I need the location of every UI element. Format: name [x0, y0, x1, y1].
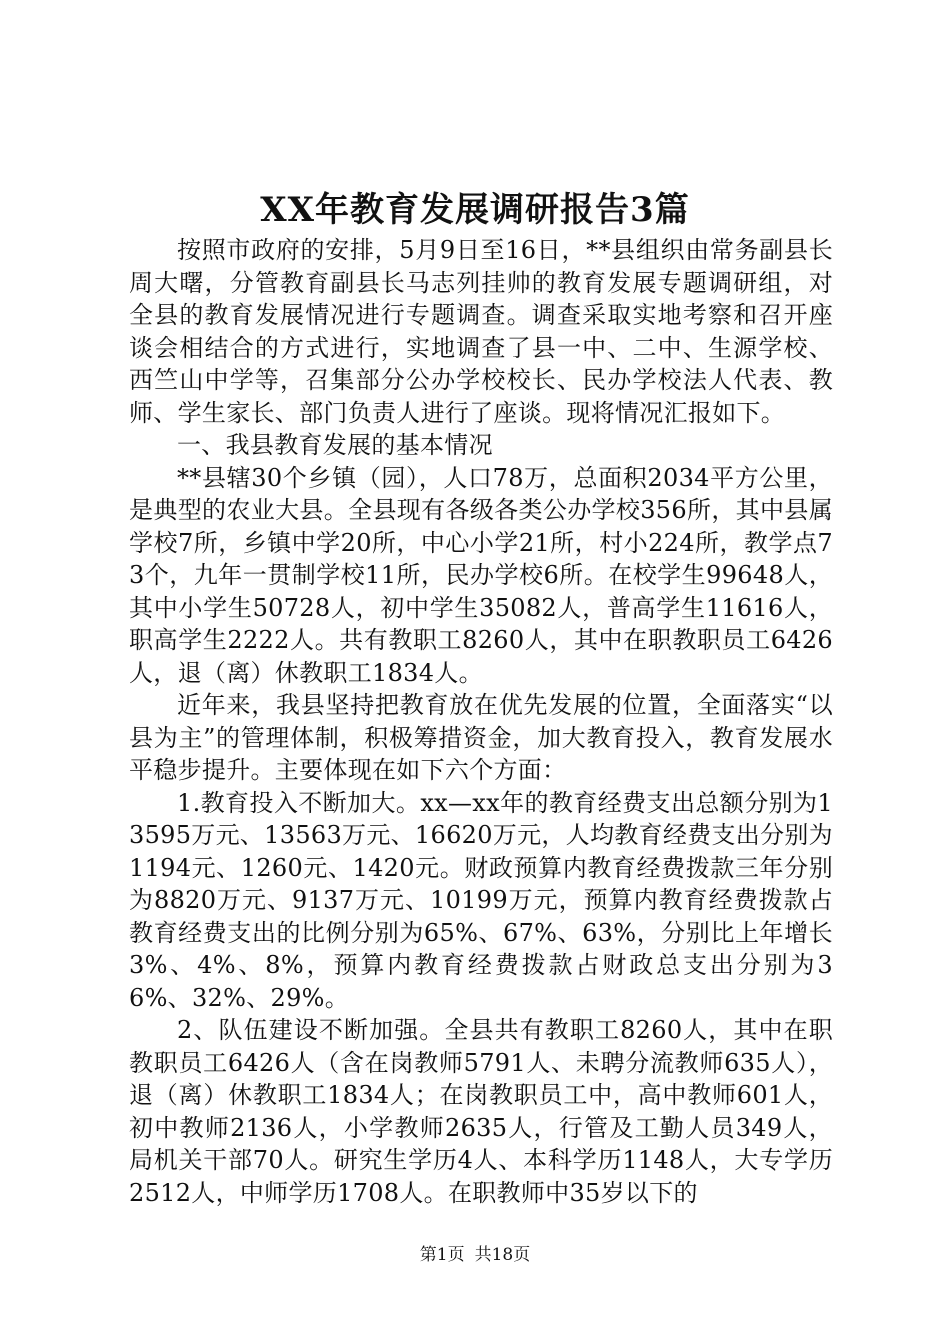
page-footer	[0, 1243, 950, 1267]
paragraph-staff-building: 2、队伍建设不断加强。全县共有教职工8260人，其中在职教职员工6426人（含在岗教师5791人、未聘分流教师635人），退（离）休教职工1834人；在岗教职员工中，高中教师601人，初中教师2136人，小学教师2635人，行管及工勤人员349人，局机关干部70人。研究生学历4人、本科学历1148人，大专学历2512人，中师学历1708人。在职教师中35岁以下的	[129, 1016, 833, 1207]
paragraph-recent-years: 近年来，我县坚持把教育放在优先发展的位置，全面落实“以县为主”的管理体制，积极筹措资金，加大教育投入，教育发展水平稳步提升。主要体现在如下六个方面：	[129, 691, 833, 784]
page-number: 第1页	[419, 1245, 465, 1265]
paragraph-education-investment: 1.教育投入不断加大。xx—xx年的教育经费支出总额分别为13595万元、13563万元、16620万元，人均教育经费支出分别为1194元、1260元、1420元。财政预算内教育经费拨款三年分别为8820万元、9137万元、10199万元，预算内教育经费拨款占教育经费支出的比例分别为65%、67%、63%，分别比上年增长3%、4%、8%，预算内教育经费拨款占财政总支出分别为36%、32%、29%。	[129, 788, 833, 1012]
paragraph-intro: 按照市政府的安排，5月9日至16日，**县组织由常务副县长周大曙，分管教育副县长马志列挂帅的教育发展专题调研组，对全县的教育发展情况进行专题调查。调查采取实地考察和召开座谈会相结合的方式进行，实地调查了县一中、二中、生源学校、西竺山中学等，召集部分公办学校校长、民办学校法人代表、教师、学生家长、部门负责人进行了座谈。现将情况汇报如下。	[129, 236, 833, 427]
section-heading-basic-situation: 一、我县教育发展的基本情况	[177, 431, 493, 459]
document-title: XX年教育发展调研报告3篇	[260, 190, 690, 230]
document-body	[129, 234, 833, 1209]
page-total: 共18页	[474, 1245, 531, 1265]
paragraph-county-overview: **县辖30个乡镇（园），人口78万，总面积2034平方公里，是典型的农业大县。全县现有各级各类公办学校356所，其中县属学校7所，乡镇中学20所，中心小学21所，村小224所，教学点73个，九年一贯制学校11所，民办学校6所。在校学生99648人，其中小学生50728人，初中学生35082人，普高学生11616人，职高学生2222人。共有教职工8260人，其中在职教职员工6426人，退（离）休教职工1834人。	[129, 463, 833, 687]
